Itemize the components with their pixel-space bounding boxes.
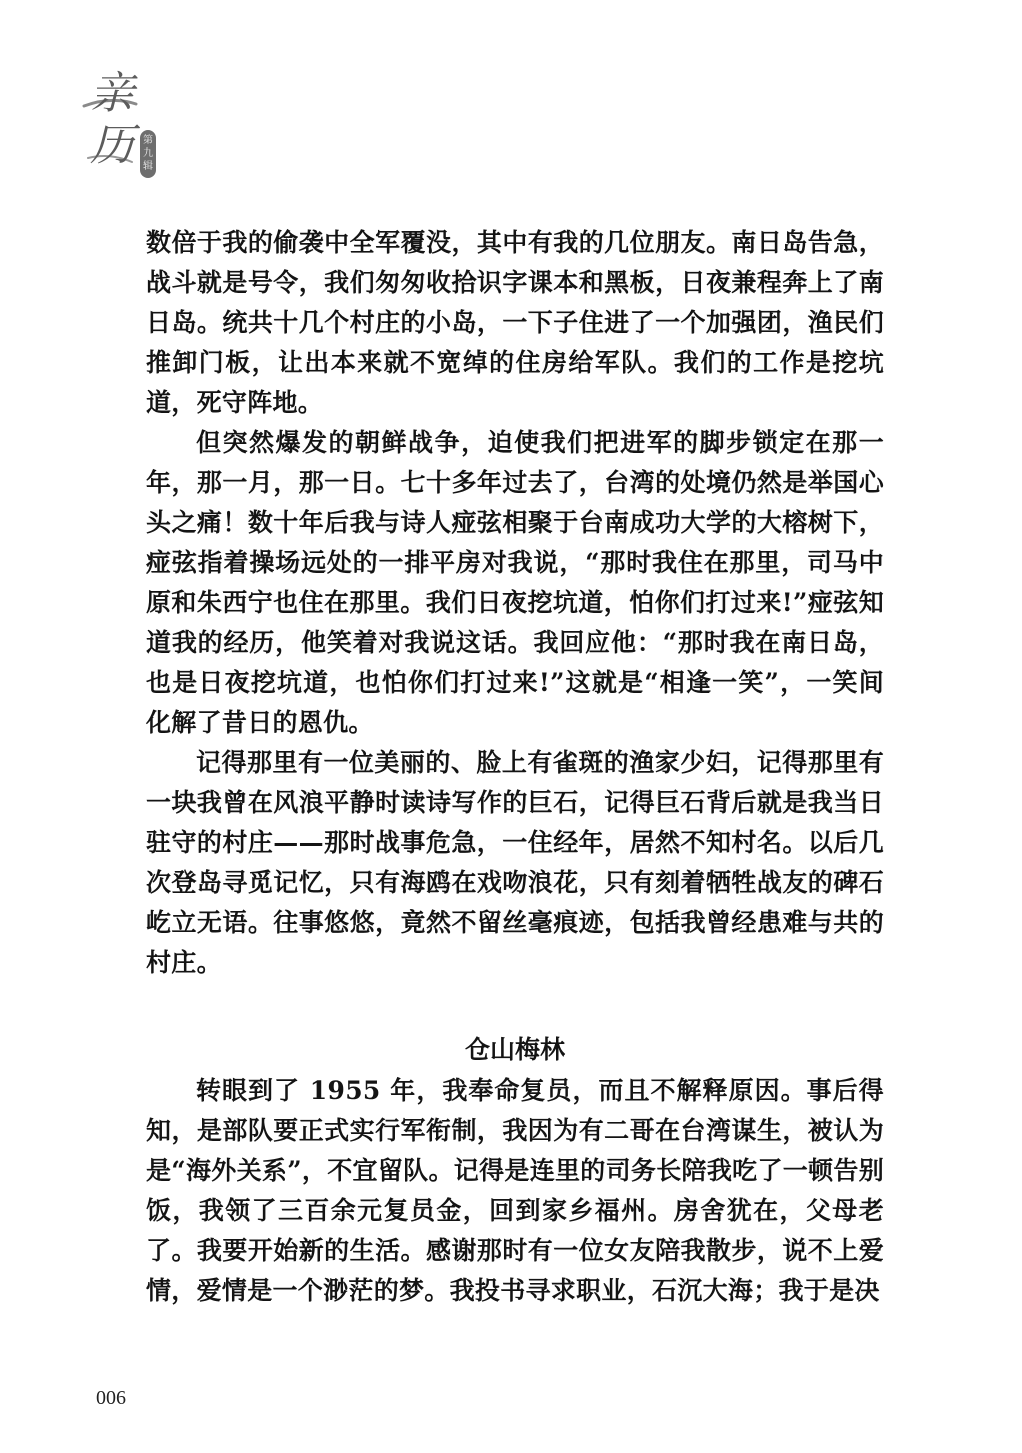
section-title: 仓山梅林 (464, 1035, 565, 1064)
page-number: 006 (96, 1387, 126, 1409)
header-logo (78, 62, 174, 180)
article-body (146, 223, 884, 1311)
paragraph: 记得那里有一位美丽的、脸上有雀斑的渔家少妇，记得那里有一块我曾在风浪平静时读诗写作的巨石，记得巨石背后就是我当日驻守的村庄——那时战事危急，一住经年，居然不知村名。以后几次登岛寻觅记忆，只有海鸥在戏吻浪花，只有刻着牺牲战友的碑石屹立无语。往事悠悠，竟然不留丝毫痕迹，包括我曾经患难与共的村庄。 (146, 748, 884, 977)
paragraph: 但突然爆发的朝鲜战争，迫使我们把进军的脚步锁定在那一年，那一月，那一日。七十多年过去了，台湾的处境仍然是举国心头之痛！数十年后我与诗人痖弦相聚于台南成功大学的大榕树下，痖弦指着操场远处的一排平房对我说，“那时我住在那里，司马中原和朱西宁也住在那里。我们日夜挖坑道，怕你们打过来!”痖弦知道我的经历，他笑着对我说这话。我回应他：“那时我在南日岛，也是日夜挖坑道，也怕你们打过来!”这就是“相逢一笑”，一笑间化解了昔日的恩仇。 (146, 428, 884, 737)
paragraph: 转眼到了 1955 年，我奉命复员，而且不解释原因。事后得知，是部队要正式实行军衔制，我因为有二哥在台湾谋生，被认为是“海外关系”，不宜留队。记得是连里的司务长陪我吃了一顿告别饭，我领了三百余元复员金，回到家乡福州。房舍犹在，父母老了。我要开始新的生活。感谢那时有一位女友陪我散步，说不上爱情，爱情是一个渺茫的梦。我投书寻求职业，石沉大海；我于是决 (146, 1076, 884, 1305)
logo-wordmark: 亲历 (90, 68, 134, 171)
paragraph: 数倍于我的偷袭中全军覆没，其中有我的几位朋友。南日岛告急，战斗就是号令，我们匆匆收拾识字课本和黑板，日夜兼程奔上了南日岛。统共十几个村庄的小岛，一下子住进了一个加强团，渔民们推卸门板，让出本来就不宽绰的住房给军队。我们的工作是挖坑道，死守阵地。 (146, 228, 884, 417)
series-badge: 第九辑 (140, 130, 156, 178)
